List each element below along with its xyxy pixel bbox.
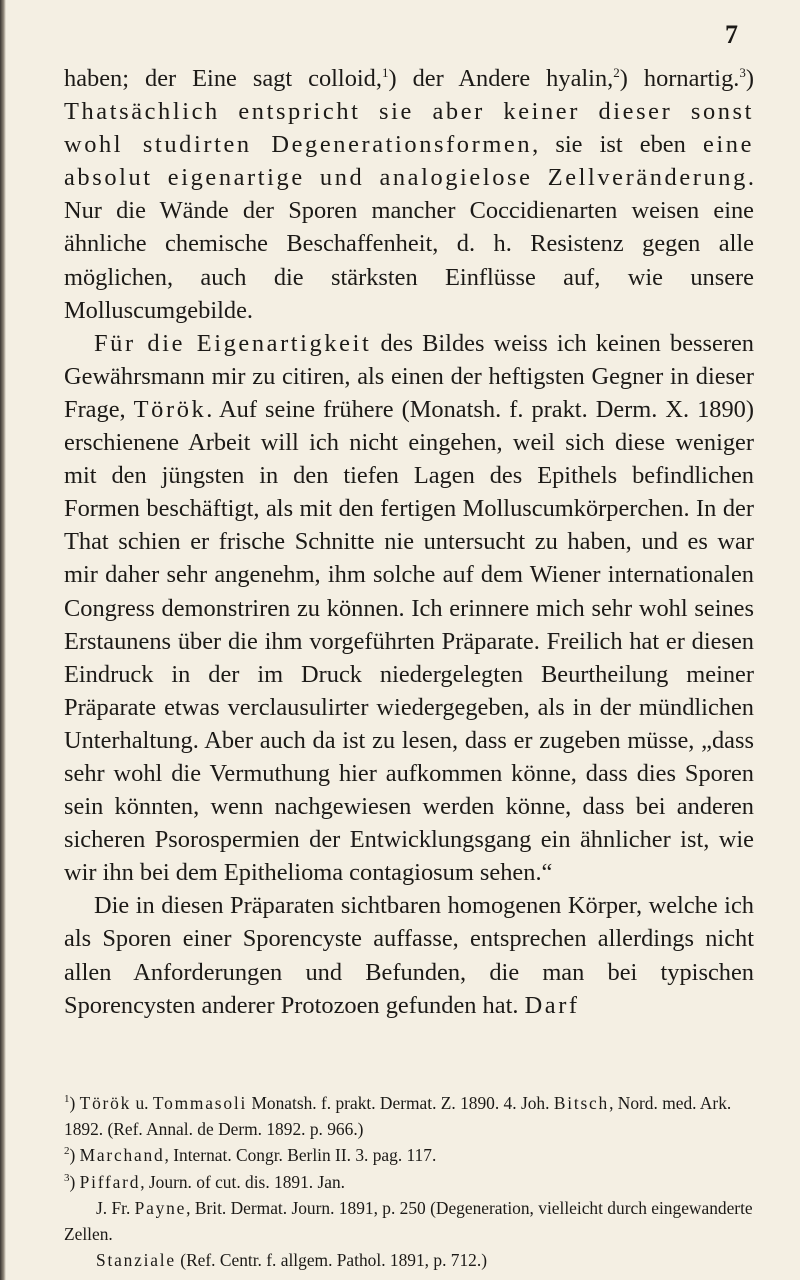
footnote bbox=[64, 1090, 754, 1142]
text-run: , Internat. Congr. Berlin II. 3. pag. 117. bbox=[164, 1145, 437, 1166]
text-run: . Nur die Wände der Sporen mancher Coccidienarten weisen eine ähnliche chemische Beschaffenheit, d. h. Resistenz gegen alle möglichen, auch die stärksten Einflüsse auf, wie unsere Molluscumgebilde. bbox=[64, 164, 754, 324]
footnote bbox=[64, 1142, 754, 1168]
text-run: ) bbox=[745, 65, 754, 92]
footnote-marker: 1 bbox=[64, 1093, 70, 1105]
text-run: u. bbox=[131, 1093, 153, 1113]
paragraph bbox=[64, 62, 754, 327]
footnote-marker: 2 bbox=[613, 65, 620, 80]
text-run: , Nord. med. Ark. 1892. (Ref. Annal. de Derm. 1892. p. 966.) bbox=[64, 1093, 732, 1140]
text-run: , sie ist eben bbox=[532, 131, 703, 159]
emphasized-text: Marchand bbox=[79, 1145, 165, 1166]
footnote-marker: 2 bbox=[64, 1145, 70, 1158]
emphasized-text: Für die Eigenartigkeit bbox=[94, 329, 372, 357]
text-run: ) bbox=[69, 1093, 80, 1113]
text-run: Monatsh. f. prakt. Dermat. Z. 1890. 4. Joh. bbox=[247, 1093, 554, 1113]
text-run: ) hornartig. bbox=[619, 65, 740, 92]
text-run: , Journ. of cut. dis. 1891. Jan. bbox=[140, 1171, 346, 1192]
footnote-marker: 1 bbox=[381, 65, 389, 80]
footnote-marker: 3 bbox=[64, 1171, 70, 1184]
text-run: haben; der Eine sagt colloid, bbox=[64, 65, 382, 92]
emphasized-text: Payne bbox=[134, 1197, 187, 1218]
footnotes bbox=[64, 1090, 754, 1273]
emphasized-text: Török bbox=[79, 1093, 132, 1113]
text-run: ) der Andere hyalin, bbox=[388, 65, 614, 92]
footnote-marker: 3 bbox=[739, 65, 746, 80]
paragraph bbox=[64, 327, 754, 890]
emphasized-text: Stanziale bbox=[96, 1250, 176, 1271]
emphasized-text: Bitsch bbox=[553, 1093, 610, 1113]
page-edge-shadow bbox=[0, 0, 6, 1280]
emphasized-text: Török bbox=[133, 395, 207, 423]
emphasized-text: Thatsächlich entspricht sie aber keiner dieser sonst wohl studirten Degenerationsformen bbox=[64, 98, 754, 159]
emphasized-text: eine absolut eigenartige und analogielose Zellveränderung bbox=[64, 131, 755, 192]
footnote bbox=[64, 1247, 754, 1273]
text-run: . Auf seine frühere (Monatsh. f. prakt. Derm. X. 1890) erschienene Arbeit will ich nicht eingehen, weil sich diese weniger mit den jüngsten in den tiefen Lagen des Epithels befindlichen Formen beschäftigt, als mit den fertigen Molluscumkörperchen. In der That schien er frische Schnitte nie untersucht zu haben, und es war mir daher sehr angenehm, ihm solche auf dem Wiener internationalen Congress demonstriren zu können. Ich erinnere mich sehr wohl seines Erstaunens über die ihm vorgeführten Präparate. Freilich hat er diesen Eindruck in der im Druck niedergelegten Beurtheilung meiner Präparate etwas verclausulirter wiedergegeben, als in der mündlichen Unterhaltung. Aber auch da ist zu lesen, dass er zugeben müsse, „dass sehr wohl die Vermuthung hier aufkommen könne, dass dies Sporen sein könnten, wenn nachgewiesen werden könne, dass bei anderen sicheren Psorospermien der Entwicklungsgang ein ähnlicher ist, wie wir ihn bei dem Epithelioma contagiosum sehen.“ bbox=[64, 395, 755, 887]
paragraph bbox=[64, 889, 754, 1021]
footnote bbox=[64, 1195, 754, 1247]
text-run: ) bbox=[69, 1145, 80, 1166]
text-run: J. Fr. bbox=[96, 1197, 135, 1218]
emphasized-text: Tommasoli bbox=[152, 1093, 248, 1113]
text-run: des Bildes weiss ich keinen besseren Gewährsmann mir zu citiren, als einen der heftigsten Gegner in dieser Frage, bbox=[64, 329, 754, 423]
text-run: , Brit. Dermat. Journ. 1891, p. 250 (Degeneration, vielleicht durch eingewanderte Zellen. bbox=[64, 1197, 753, 1245]
text-run: ) bbox=[69, 1171, 80, 1192]
emphasized-text: Darf bbox=[524, 991, 580, 1019]
text-run: (Ref. Centr. f. allgem. Pathol. 1891, p. 712.) bbox=[175, 1250, 487, 1271]
main-text bbox=[64, 62, 754, 1022]
page-number: 7 bbox=[725, 20, 738, 49]
footnote bbox=[64, 1169, 754, 1195]
text-run: Die in diesen Präparaten sichtbaren homogenen Körper, welche ich als Sporen einer Sporencyste auffasse, entsprechen allerdings nicht allen Anforderungen und Befunden, die man bei typischen Sporencysten anderer Protozoen gefunden hat. bbox=[64, 892, 754, 1019]
emphasized-text: Piffard bbox=[79, 1171, 141, 1192]
